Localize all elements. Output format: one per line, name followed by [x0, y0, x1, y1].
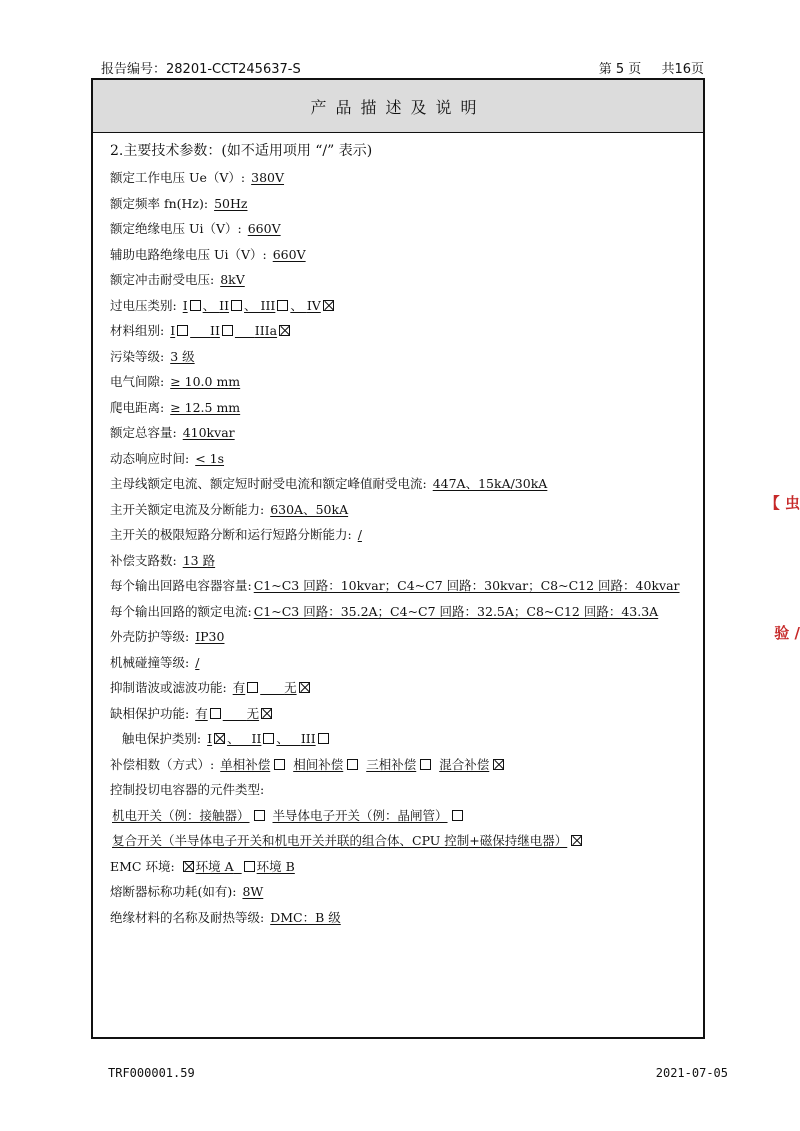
pollution-degree-value: 3 级 [170, 348, 195, 364]
ov-ii-checkbox[interactable] [231, 300, 242, 311]
impulse-voltage-value: 8kV [220, 272, 245, 287]
parameter-list [93, 133, 703, 930]
control-element-label: 控制投切电容器的元件类型: [110, 782, 265, 797]
impulse-voltage-row: 额定冲击耐受电压: 8kV [110, 272, 245, 287]
compensation-mode-row: 补偿相数（方式）: 单相补偿 相间补偿 三相补偿 混合补偿 [110, 752, 703, 778]
emc-b-checkbox[interactable] [244, 861, 255, 872]
rated-voltage-value: 380V [251, 170, 285, 185]
section-heading: 2.主要技术参数：(如不适用项用 “/” 表示) [110, 143, 373, 159]
circuit-current-value: C1~C3 回路：35.2A；C4~C7 回路：32.5A；C8~C12 回路：43.3A [253, 603, 659, 619]
rated-frequency-value: 50Hz [214, 195, 248, 211]
response-time-value: < 1s [195, 450, 225, 466]
pollution-degree-row: 污染等级: 3 级 [110, 348, 195, 364]
seal-fragment-top: 【 虫 [764, 494, 800, 512]
branch-count-row: 补偿支路数: 13 路 [110, 552, 216, 568]
busbar-current-value: 447A、15kA/30kA [432, 476, 548, 491]
rated-voltage-row: 额定工作电压 Ue（V）: 380V [110, 170, 285, 185]
mat-i-checkbox[interactable] [177, 325, 188, 336]
overvoltage-category-row: 过电压类别: I 、 II 、 III 、 IV [110, 293, 703, 319]
three-phase-checkbox[interactable] [420, 759, 431, 770]
single-phase-checkbox[interactable] [274, 759, 285, 770]
interphase-checkbox[interactable] [347, 759, 358, 770]
semiconductor-checkbox[interactable] [452, 810, 463, 821]
electromech-checkbox[interactable] [254, 810, 265, 821]
page-title: 产品描述及说明 [93, 80, 703, 133]
circuit-current-row: 每个输出回路的额定电流: C1~C3 回路：35.2A；C4~C7 回路：32.5A；C8~C12 回路：43.3A [110, 603, 659, 619]
mat-iiia-checkbox[interactable] [279, 325, 290, 336]
shock-protection-row: 触电保护类别: I 、 II 、 III [110, 726, 703, 752]
impact-level-row: 机械碰撞等级: / [110, 654, 200, 670]
form-code: TRF000001.59 [108, 1066, 195, 1080]
aux-insulation-value: 660V [272, 246, 306, 262]
page-number: 第 5 页 [598, 62, 642, 77]
page-total: 共16页 [661, 62, 704, 77]
circuit-capacity-row: 每个输出回路电容器容量: C1~C3 回路：10kvar；C4~C7 回路：30kvar；C8~C12 回路：40kvar [110, 578, 680, 593]
total-capacity-value: 410kvar [182, 425, 235, 440]
emc-a-checkbox[interactable] [183, 861, 194, 872]
creepage-value: ≥ 12.5 mm [170, 399, 241, 415]
emc-row: EMC 环境: 环境 A 环境 B [110, 858, 295, 874]
insulation-voltage-value: 660V [247, 221, 281, 236]
fuse-power-row: 熔断器标称功耗(如有): 8W [110, 884, 264, 899]
aux-insulation-row: 辅助电路绝缘电压 Ui（V）: 660V [110, 246, 306, 262]
harmonic-yes-checkbox[interactable] [247, 682, 258, 693]
phase-no-checkbox[interactable] [261, 708, 272, 719]
rated-frequency-row: 额定频率 fn(Hz): 50Hz [110, 195, 248, 211]
response-time-row: 动态响应时间: < 1s [110, 450, 225, 466]
shock-i-checkbox[interactable] [214, 733, 225, 744]
impact-level-value: / [195, 654, 200, 670]
circuit-capacity-value: C1~C3 回路：10kvar；C4~C7 回路：30kvar；C8~C12 回路：40kvar [253, 578, 680, 593]
hybrid-switch-checkbox[interactable] [571, 835, 582, 846]
insulation-material-value: DMC：B 级 [270, 909, 341, 925]
total-capacity-row: 额定总容量: 410kvar [110, 425, 235, 440]
shock-iii-checkbox[interactable] [318, 733, 329, 744]
ov-iii-checkbox[interactable] [277, 300, 288, 311]
harmonic-no-checkbox[interactable] [299, 682, 310, 693]
seal-fragment-bottom: 验 / [774, 624, 800, 642]
insulation-material-row: 绝缘材料的名称及耐热等级: DMC：B 级 [110, 909, 341, 925]
mat-ii-checkbox[interactable] [222, 325, 233, 336]
insulation-voltage-row: 额定绝缘电压 Ui（V）: 660V [110, 221, 281, 236]
phase-yes-checkbox[interactable] [210, 708, 221, 719]
form-date: 2021-07-05 [655, 1066, 728, 1080]
ov-iv-checkbox[interactable] [323, 300, 334, 311]
page-indicator [595, 58, 704, 77]
creepage-row: 爬电距离: ≥ 12.5 mm [110, 399, 241, 415]
harmonic-filter-row: 抑制谐波或滤波功能: 有 无 [110, 675, 703, 701]
short-circuit-value: / [357, 527, 362, 542]
main-switch-value: 630A、50kA [270, 501, 349, 517]
ip-rating-value: IP30 [195, 629, 225, 644]
busbar-current-row: 主母线额定电流、额定短时耐受电流和额定峰值耐受电流: 447A、15kA/30kA [110, 476, 548, 491]
short-circuit-row: 主开关的极限短路分断和运行短路分断能力: / [110, 527, 362, 542]
branch-count-value: 13 路 [182, 552, 216, 568]
control-element-row-2: 复合开关（半导体电子开关和机电开关并联的组合体、CPU 控制+磁保持继电器） [110, 828, 703, 854]
material-group-row: 材料组别: I II IIIa [110, 318, 703, 344]
control-element-row-1: 机电开关（例：接触器） 半导体电子开关（例：晶闸管） [110, 803, 703, 829]
phase-loss-row: 缺相保护功能: 有 无 [110, 701, 703, 727]
hybrid-checkbox[interactable] [493, 759, 504, 770]
clearance-row: 电气间隙: ≥ 10.0 mm [110, 374, 241, 389]
document-frame [91, 78, 705, 1039]
report-number: 报告编号：28201-CCT245637-S [101, 62, 301, 77]
clearance-value: ≥ 10.0 mm [170, 374, 241, 389]
shock-ii-checkbox[interactable] [263, 733, 274, 744]
fuse-power-value: 8W [242, 884, 264, 899]
main-switch-row: 主开关额定电流及分断能力: 630A、50kA [110, 501, 349, 517]
ov-i-checkbox[interactable] [190, 300, 201, 311]
ip-rating-row: 外壳防护等级: IP30 [110, 629, 225, 644]
